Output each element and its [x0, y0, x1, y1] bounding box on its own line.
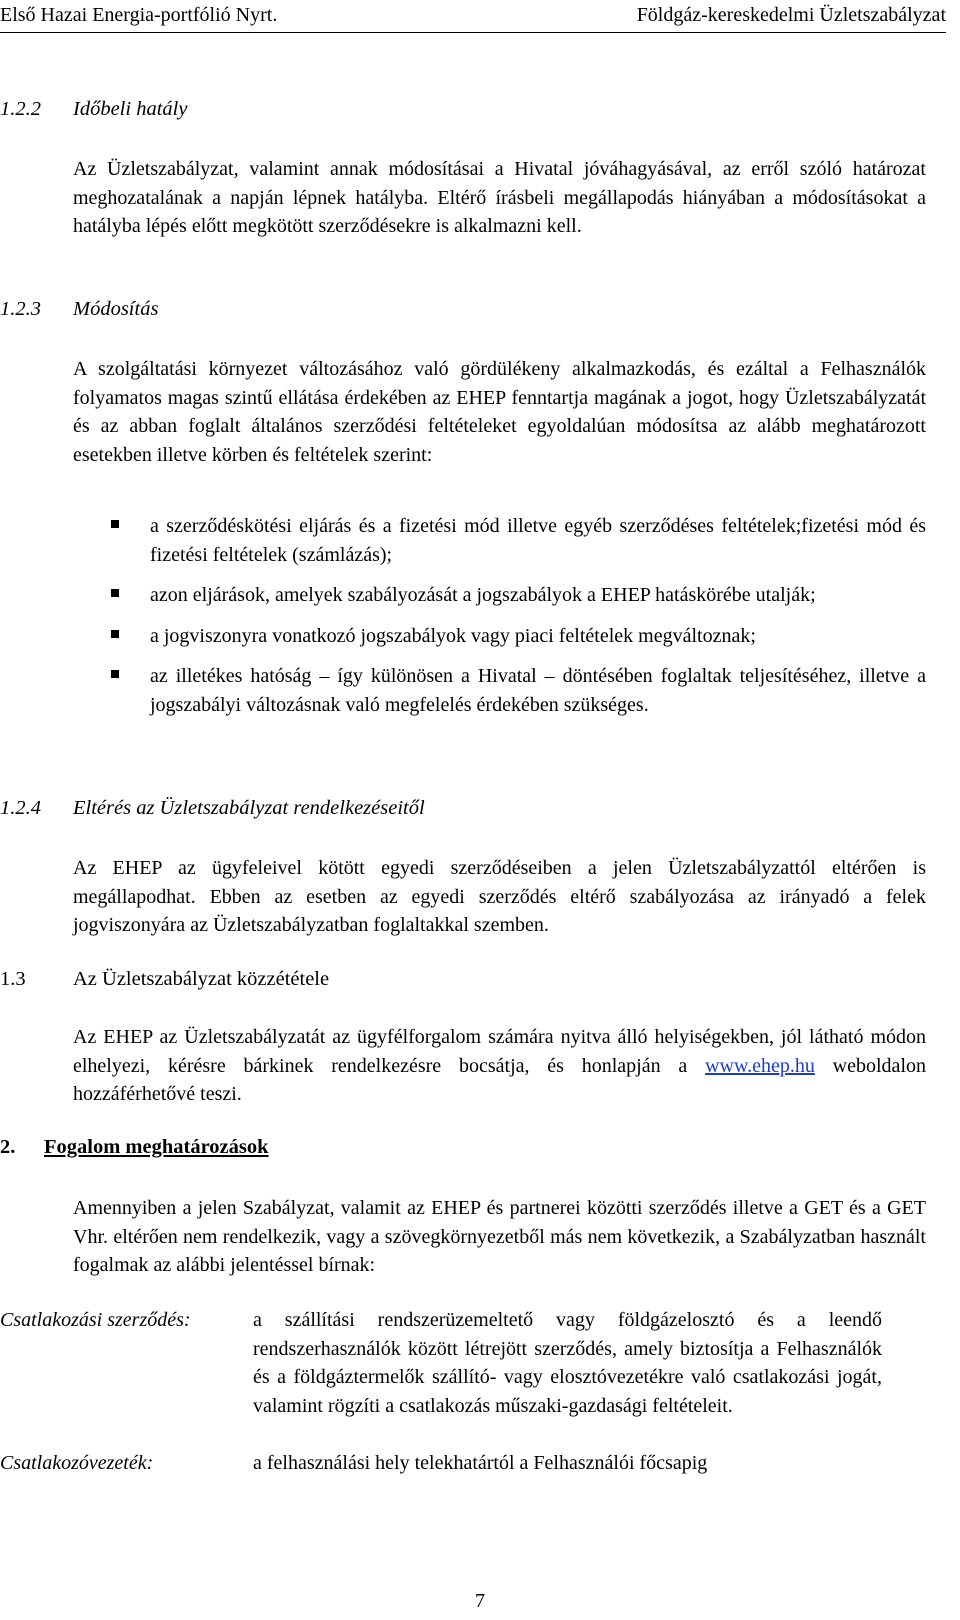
bullet-square-icon	[111, 630, 119, 638]
header-company: Első Hazai Energia-portfólió Nyrt.	[0, 4, 278, 26]
section-paragraph: Az Üzletszabályzat, valamint annak módosításai a Hivatal jóváhagyásával, az erről szóló határozat meghozatalának a napján lépnek hatályba. Eltérő írásbeli megállapodás hiányában a módosításokat a hatályba lépés előtt megkötött szerződésekre is alkalmazni kell.	[73, 158, 926, 238]
definition-text: a szállítási rendszerüzemeltető vagy földgázelosztó és a leendő rendszerhasználók között létrejött szerződés, amely biztosítja a Felhasználók és a földgáztermelők szállító- vagy elosztóvezetékre való csatlakozási jogát, valamint rögzíti a csatlakozás műszaki-gazdasági feltételeit.	[253, 1309, 882, 1417]
section-title: Az Üzletszabályzat közzététele	[73, 968, 330, 990]
section-number: 1.2.4	[0, 797, 41, 819]
chapter-number: 2.	[0, 1136, 16, 1158]
bullet-square-icon	[111, 520, 119, 528]
modification-cases-list	[108, 512, 926, 720]
list-item: a szerződéskötési eljárás és a fizetési mód illetve egyéb szerződéses feltételek;fizetési mód és fizetési feltételek (számlázás);	[108, 512, 926, 569]
section-number: 1.2.3	[0, 298, 41, 320]
section-title: Eltérés az Üzletszabályzat rendelkezéseitől	[73, 797, 425, 819]
chapter-intro-paragraph: Amennyiben a jelen Szabályzat, valamit az EHEP és partnerei közötti szerződés illetve a GET és a GET Vhr. eltérően nem rendelkezik, vagy a szövegkörnyezetből más nem következik, a Szabályzatban használt fogalmak az alábbi jelentéssel bírnak:	[73, 1197, 926, 1277]
section-title: Időbeli hatály	[73, 98, 188, 120]
list-item: az illetékes hatóság – így különösen a Hivatal – döntésében foglaltak teljesítéséhez, illetve a jogszabályi változásnak való megfelelés érdekében szükséges.	[108, 662, 926, 719]
section-number: 1.3	[0, 968, 26, 990]
section-paragraph: Az EHEP az ügyfeleivel kötött egyedi szerződéseiben a jelen Üzletszabályzattól eltérően is megállapodhat. Ebben az esetben az egyedi szerződés eltérő szabályozása az irányadó a felek jogviszonyára az Üzletszabályzatban foglaltakkal szemben.	[73, 857, 926, 937]
chapter-title: Fogalom meghatározások	[44, 1136, 269, 1158]
section-number: 1.2.2	[0, 98, 41, 120]
list-item: a jogviszonyra vonatkozó jogszabályok vagy piaci feltételek megváltoznak;	[108, 622, 926, 651]
definition-text: a felhasználási hely telekhatártól a Felhasználói főcsapig	[253, 1452, 708, 1474]
header-rule	[0, 32, 946, 33]
header-document-title: Földgáz-kereskedelmi Üzletszabályzat	[636, 4, 946, 26]
list-item: azon eljárások, amelyek szabályozását a jogszabályok a EHEP hatáskörébe utalják;	[108, 581, 926, 610]
page-number: 7	[475, 1590, 485, 1612]
section-paragraph: Az EHEP az Üzletszabályzatát az ügyfélforgalom számára nyitva álló helyiségekben, jól látható módon elhelyezi, kérésre bárkinek rendelkezésre bocsátja, és honlapján a www.ehep.hu weboldalon hozzáférhetővé teszi.	[73, 1026, 926, 1106]
bullet-square-icon	[111, 589, 119, 597]
bullet-square-icon	[111, 670, 119, 678]
section-paragraph: A szolgáltatási környezet változásához való gördülékeny alkalmazkodás, és ezáltal a Felhasználók folyamatos magas szintű ellátása érdekében az EHEP fenntartja magának a jogot, hogy Üzletszabályzatát és az abban foglalt általános szerződési feltételeket egyoldalúan módosítsa az alább meghatározott esetekben illetve körben és feltételek szerint:	[73, 358, 926, 466]
definition-term: Csatlakozási szerződés:	[0, 1309, 191, 1331]
definition-term: Csatlakozóvezeték:	[0, 1452, 154, 1474]
section-title: Módosítás	[73, 298, 159, 320]
website-link[interactable]: www.ehep.hu	[705, 1054, 815, 1077]
